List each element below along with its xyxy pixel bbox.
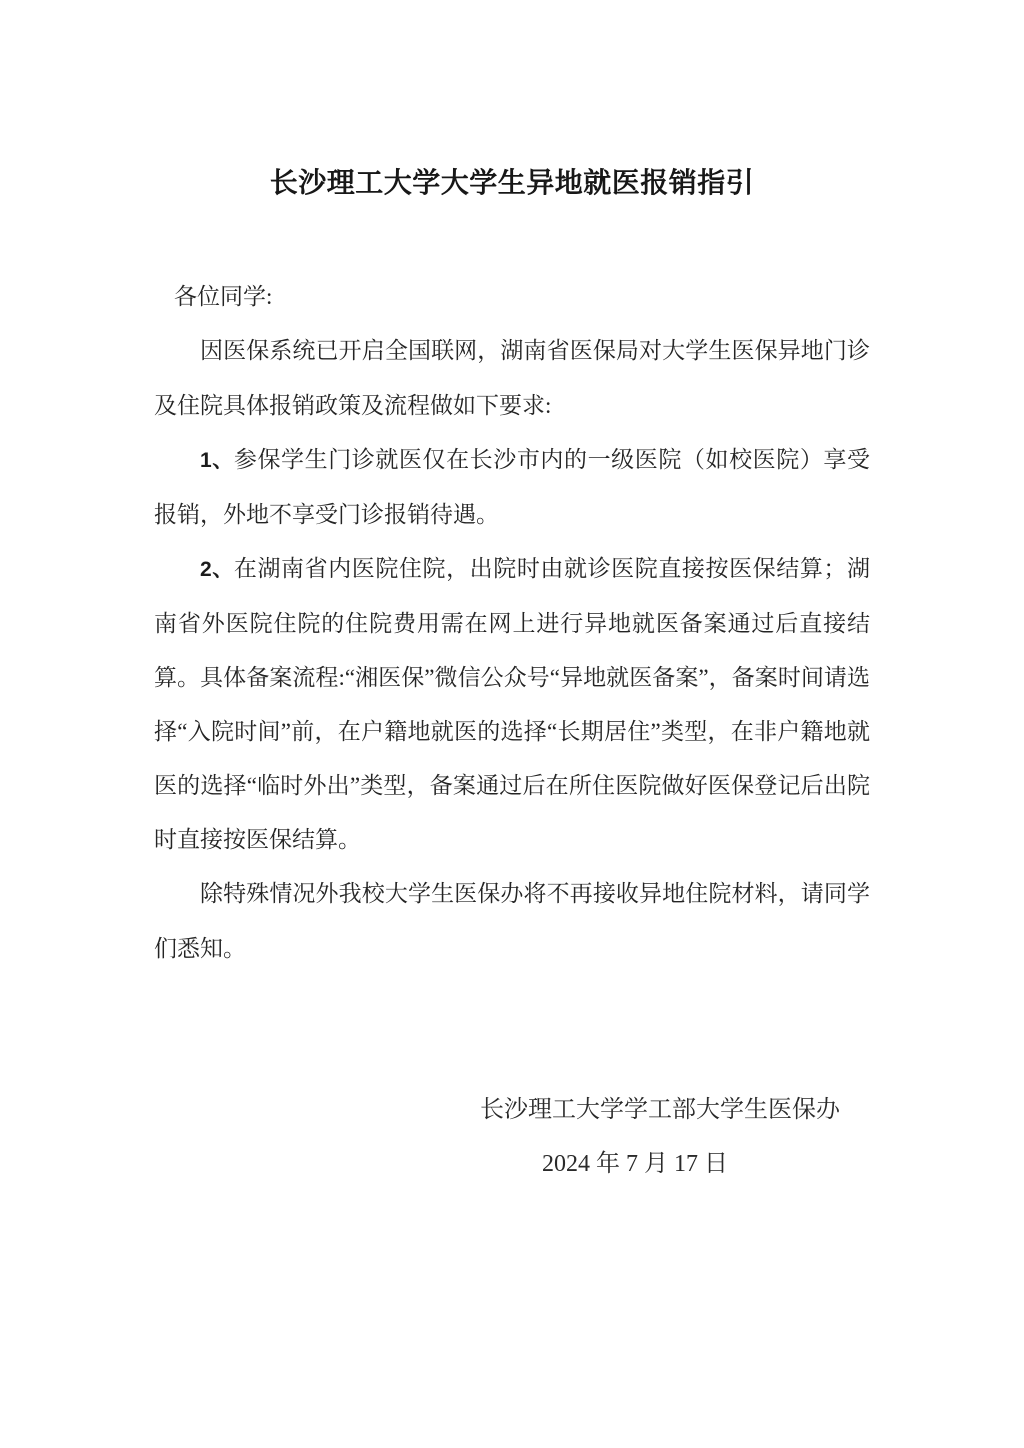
paragraph-text: 参保学生门诊就医仅在长沙市内的一级医院（如校医院）享受报销，外地不享受门诊报销待遇。 bbox=[154, 447, 871, 527]
paragraph-text: 因医保系统已开启全国联网，湖南省医保局对大学生医保异地门诊及住院具体报销政策及流程做如下要求: bbox=[154, 338, 870, 418]
document-title: 长沙理工大学大学生异地就医报销指引 bbox=[269, 167, 755, 198]
paragraph-item-2 bbox=[154, 542, 870, 867]
salutation: 各位同学: bbox=[174, 284, 273, 309]
paragraph-closing bbox=[154, 867, 870, 976]
signature: 长沙理工大学学工部大学生医保办 bbox=[480, 1097, 840, 1123]
date: 2024 年 7 月 17 日 bbox=[542, 1151, 728, 1177]
paragraph-text: 除特殊情况外我校大学生医保办将不再接收异地住院材料，请同学们悉知。 bbox=[154, 881, 870, 961]
paragraph-text: 在湖南省内医院住院，出院时由就诊医院直接按医保结算；湖南省外医院住院的住院费用需在网上进行异地就医备案通过后直接结算。具体备案流程:“湘医保”微信公众号“异地就医备案”，备案时间请选择“入院时间”前，在户籍地就医的选择“长期居住”类型，在非户籍地就医的选择“临时外出”类型，备案通过后在所住医院做好医保登记后出院时直接按医保结算。 bbox=[154, 556, 871, 852]
paragraph-intro bbox=[154, 324, 870, 433]
list-number: 2、 bbox=[200, 558, 234, 581]
paragraph-item-1 bbox=[154, 433, 870, 542]
list-number: 1、 bbox=[200, 449, 234, 472]
